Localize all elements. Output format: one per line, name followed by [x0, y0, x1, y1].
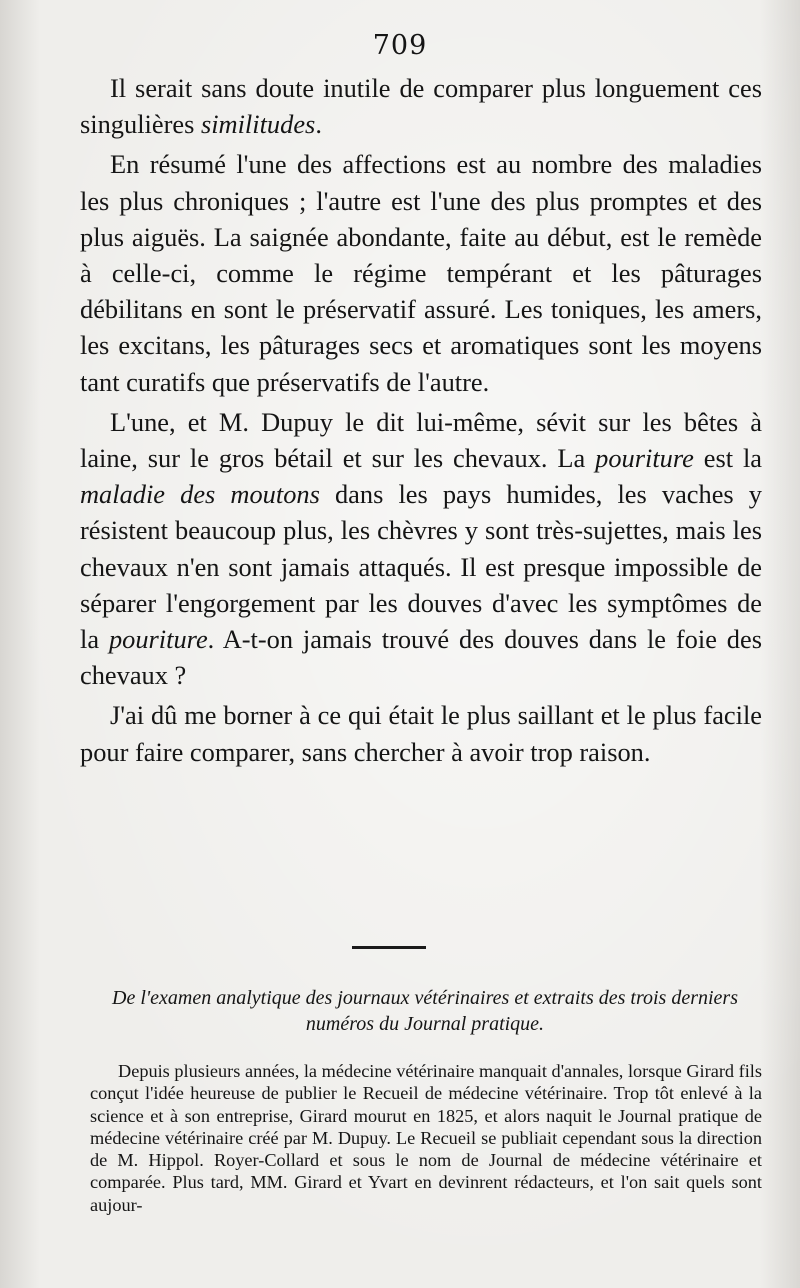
section-heading: De l'examen analytique des journaux vétérinaires et extraits des trois derniers numéros du Journal pratique.: [112, 987, 738, 1035]
italic-run: similitudes: [200, 109, 316, 140]
text-run: . A-t-on jamais trouvé des douves dans le foie des chevaux ?: [80, 624, 762, 691]
paragraph-3: [80, 404, 762, 694]
text-run: En résumé l'une des affections est au nombre des maladies les plus chroniques ; l'autre est l'une des plus promptes et des plus aiguës. La saignée abondante, faite au début, est le remède à celle-ci, comme le régime tempérant et les pâturages débilitans en sont le préservatif assuré. Les toniques, les amers, les excitans, les pâturages secs et aromatiques sont les moyens tant curatifs que préservatifs de l'autre.: [80, 149, 762, 397]
text-run: L'une, et M. Dupuy le dit lui-même, sévit sur les bêtes à laine, sur le gros bétail et sur les chevaux. La: [80, 406, 762, 474]
page-number: 709: [372, 30, 428, 61]
text-run: Il serait sans doute inutile de comparer plus longuement ces singulières: [80, 73, 762, 140]
text-run: .: [315, 109, 322, 140]
footnote-text: Depuis plusieurs années, la médecine vétérinaire manquait d'annales, lorsque Girard fils conçut l'idée heureuse de publier le Recueil de médecine vétérinaire. Trop tôt enlevé à la science et à son entreprise, Girard mourut en 1825, et alors naquit le Journal pratique de médecine vétérinaire créé par M. Dupuy. Le Recueil se publiait cependant sous la direction de M. Hippol. Royer-Collard et sous le nom de Journal de médecine vétérinaire et comparée. Plus tard, MM. Girard et Yvart en devinrent rédacteurs, et l'on sait quels sont aujour-: [90, 1061, 762, 1215]
text-run: dans les pays humides, les vaches y résistent beaucoup plus, les chèvres y sont très-sujettes, mais les chevaux n'en sont jamais attaqués. Il est presque impossible de séparer l'engorgement par les douves d'avec les symptômes de la: [80, 479, 762, 655]
section-divider: [352, 946, 426, 949]
text-run: est la: [693, 443, 762, 474]
paragraph-1: [80, 70, 762, 142]
footnote: [90, 1060, 762, 1216]
italic-run: pouriture: [108, 624, 208, 655]
italic-run: pouriture: [595, 443, 694, 474]
italic-run: maladie des moutons: [80, 479, 320, 510]
text-run: J'ai dû me borner à ce qui était le plus saillant et le plus facile pour faire comparer, sans chercher à avoir trop raison.: [80, 700, 762, 767]
main-text: [80, 70, 762, 770]
paragraph-2: [80, 146, 762, 399]
paragraph-4: [80, 697, 762, 769]
